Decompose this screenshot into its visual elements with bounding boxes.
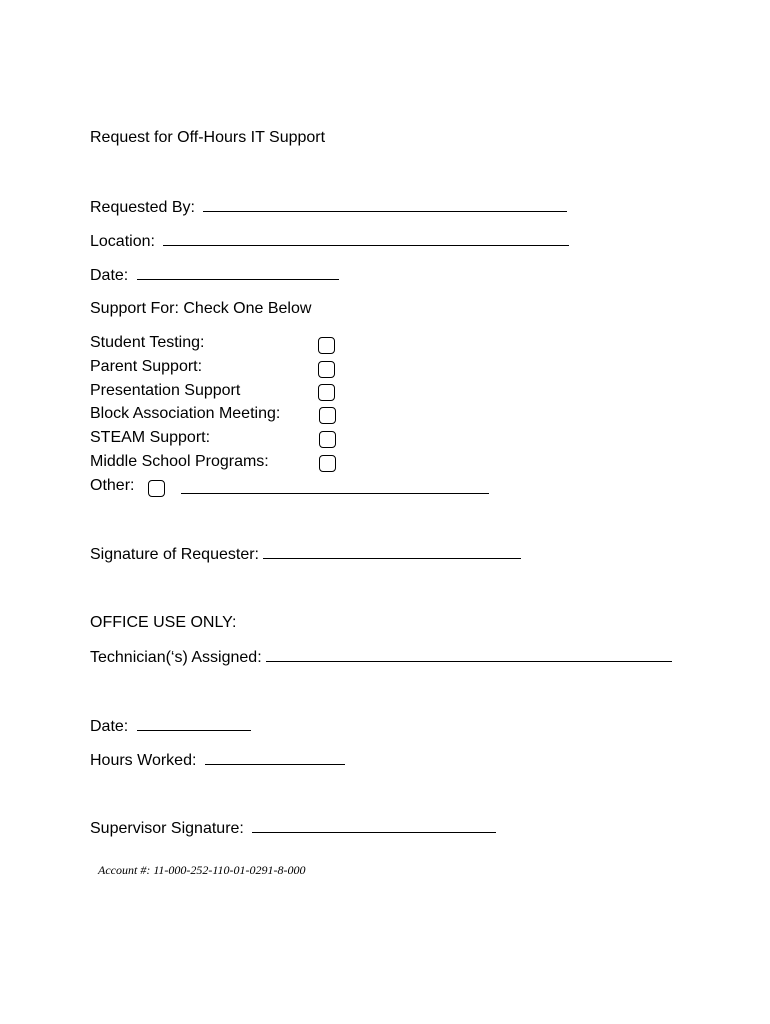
hours-worked-label: Hours Worked: xyxy=(90,752,197,769)
technician-field[interactable] xyxy=(266,647,672,662)
location-field[interactable] xyxy=(163,231,569,246)
option-student-testing-checkbox[interactable] xyxy=(318,337,335,354)
option-parent-support-label: Parent Support: xyxy=(90,358,203,375)
date-label: Date: xyxy=(90,267,129,284)
option-presentation-support-checkbox[interactable] xyxy=(318,384,335,401)
technician-label: Technician(‘s) Assigned: xyxy=(90,649,262,666)
signature-row xyxy=(90,544,521,565)
account-number: Account #: 11-000-252-110-01-0291-8-000 xyxy=(98,863,306,877)
office-date-row xyxy=(90,716,251,737)
option-presentation-support-label: Presentation Support xyxy=(90,382,241,399)
office-date-label: Date: xyxy=(90,718,129,735)
form-title: Request for Off-Hours IT Support xyxy=(90,129,326,146)
option-block-association-label: Block Association Meeting: xyxy=(90,405,281,422)
technician-row xyxy=(90,647,672,668)
supervisor-label: Supervisor Signature: xyxy=(90,820,244,837)
requested-by-field[interactable] xyxy=(203,197,567,212)
option-parent-support-checkbox[interactable] xyxy=(318,361,335,378)
requested-by-label: Requested By: xyxy=(90,199,195,216)
date-row xyxy=(90,265,339,286)
signature-label: Signature of Requester: xyxy=(90,546,259,563)
requested-by-row xyxy=(90,197,567,218)
option-other-label: Other: xyxy=(90,477,135,494)
hours-worked-row xyxy=(90,750,345,771)
option-middle-school-label: Middle School Programs: xyxy=(90,453,269,470)
option-steam-support-label: STEAM Support: xyxy=(90,429,211,446)
office-use-heading: OFFICE USE ONLY: xyxy=(90,614,237,631)
supervisor-field[interactable] xyxy=(252,818,496,833)
option-other-checkbox[interactable] xyxy=(148,480,165,497)
hours-worked-field[interactable] xyxy=(205,750,345,765)
office-date-field[interactable] xyxy=(137,716,251,731)
option-middle-school-checkbox[interactable] xyxy=(319,455,336,472)
location-label: Location: xyxy=(90,233,155,250)
date-field[interactable] xyxy=(137,265,339,280)
option-student-testing-label: Student Testing: xyxy=(90,334,205,351)
option-steam-support-checkbox[interactable] xyxy=(319,431,336,448)
supervisor-row xyxy=(90,818,496,839)
location-row xyxy=(90,231,569,252)
option-other-field[interactable] xyxy=(181,479,489,494)
support-for-label: Support For: Check One Below xyxy=(90,300,312,317)
option-block-association-checkbox[interactable] xyxy=(319,407,336,424)
signature-field[interactable] xyxy=(263,544,521,559)
